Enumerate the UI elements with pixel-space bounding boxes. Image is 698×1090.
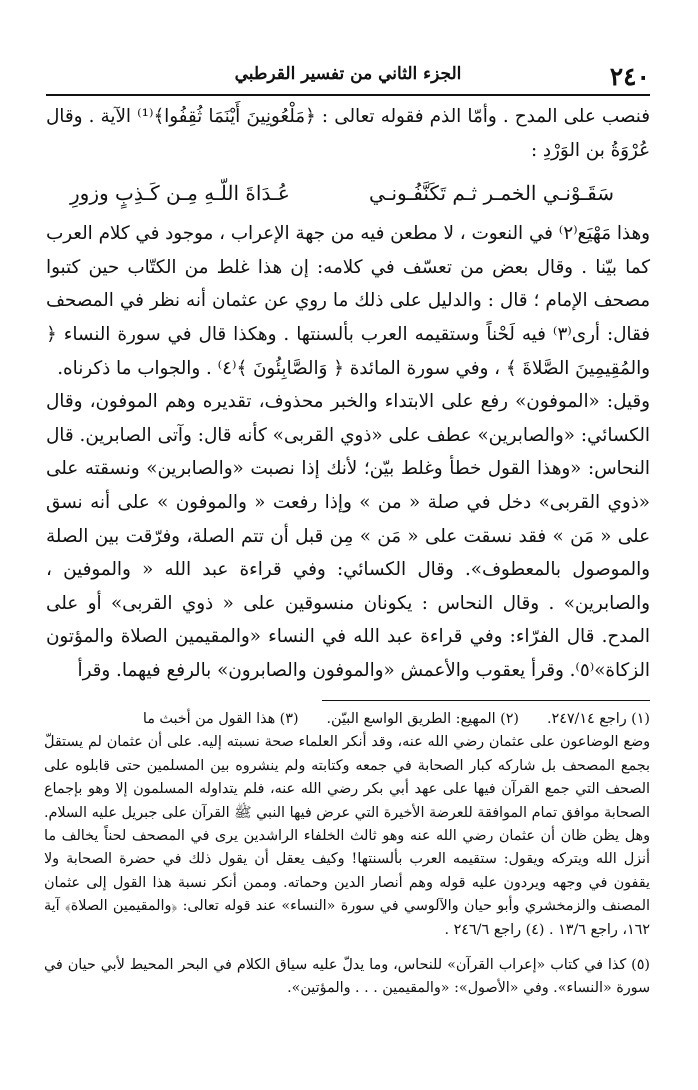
main-text — [46, 100, 650, 688]
running-title: الجزء الثاني من تفسير القرطبي — [234, 64, 462, 84]
footnote-1: (١) راجع ٢٤٧/١٤. — [546, 711, 650, 727]
footnote-separator — [322, 700, 650, 701]
footnote-3-body: وضع الوضاعون على عثمان رضي الله عنه، وقد أنكر العلماء صحة نسبته إليه. على أن عثمان لم يستقلّ بجمع المصحف بل شاركه كبار الصحابة في جمعه وكتابته ولم ينشروه بين المسلمين حتى قابلوه على الصحف التي جمع القرآن فيها على عهد أبي بكر رضي الله عنه، فلم يتداوله المسلمون إلا وهو بإجماع الصحابة موافق تمام الموافقة للعرضة الأخيرة التي عرض فيها النبي ﷺ القرآن على جبريل عليه السلام. وهل يظن ظان أن عثمان رضي الله عنه وهو ثالث الخلفاء الراشدين يرى في المصحف لحناً يخالف ما أنزل الله ويتركه ويقول: ستقيمه العرب بألسنتها! وكيف يعقل أن يقول ذلك في حضرة الصحابة ولا يقفون في وجهه ويردون عليه قوله وهم أنصار الدين وحماته. وممن أنكر نسبة هذا القول إلى عثمان المصنف والزمخشري وأبو حيان والآلوسي في سورة «النساء» عند قوله تعالى: ﴿والمقيمين الصلاة﴾ آية ١٦٢، راجع ١٣/٦ . (٤) راجع ٢٤٦/٦ . — [44, 734, 650, 938]
verse-hemistich-right: سَقَـوْنـي الخمـر ثـم تَكَنَّفُـونـي — [368, 181, 614, 206]
paragraph-2: وقيل: «الموفون» رفع على الابتداء والخبر محذوف، تقديره وهم الموفون، وقال الكسائي: «والصابرين» عطف على «ذوي القربى» كأنه قال: وآتى الصابرين. قال النحاس: «وهذا القول خطأ وغلط بيّن؛ لأنك إذا نصبت «والصابرين» ونسقته على «ذوي القربى» دخل في صلة « من » وإذا رفعت « والموفون » على أنه نسق على « مَن » فقد نسقت على « مَن » مِن قبل أن تتم الصلة، وفرّقت بين الصلة والموصول بالمعطوف». وقال الكسائي: وفي قراءة عبد الله « والموفين ، والصابرين» . وقال النحاس : يكونان منسوقين على « ذوي القربى» أو على المدح. قال الفرّاء: وفي قراءة عبد الله في النساء «والمقيمين الصلاة والمؤتون الزكاة»⁽٥⁾. وقرأ يعقوب والأعمش «والموفون والصابرون» بالرفع فيهما. وقرأ — [46, 391, 650, 681]
paragraph-1: وهذا مَهْيَع⁽٢⁾ في النعوت ، لا مطعن فيه من جهة الإعراب ، موجود في كلام العرب كما بيّنا . وقال بعض من تعسّف في كلامه: إن هذا غلط من الكتّاب حين كتبوا مصحف الإمام ؛ قال : والدليل على ذلك ما روي عن عثمان أنه نظر في المصحف فقال: أرى⁽٣⁾ فيه لَحْناً وستقيمه العرب بألسنتها . وهكذا قال في سورة النساء ﴿ والمُقِيمِينَ الصَّلاةَ ﴾ ، وفي سورة المائدة ﴿ وَالصَّابِئُونَ ﴾⁽٤⁾ . والجواب ما ذكرناه. — [46, 223, 650, 379]
footnote-ref-line — [44, 708, 650, 731]
verse-hemistich-left: عُـدَاةَ اللّـهِ مِـن كَـذِبٍ وزورِ — [70, 181, 290, 206]
footnote-5: (٥) كذا في كتاب «إعراب القرآن» للنحاس، وما يدلّ عليه سياق الكلام في البحر المحيط لأبي حيان في سورة «النساء». وفي «الأصول»: «والمقيمين . . . والمؤتين». — [44, 957, 650, 997]
page-number: ٢٤٠ — [609, 62, 650, 91]
poetry-verse — [46, 167, 650, 217]
page-header — [46, 56, 650, 96]
text-line-1: فنصب على المدح . وأمّا الذم فقوله تعالى : ﴿مَلْعُونِينَ أَيْنَمَا ثُقِفُوا﴾⁽¹⁾ الآية . وقال عُرْوَةُ بن الوَرْدِ : — [46, 106, 650, 161]
footnote-3-intro: (٣) هذا القول من أخبث ما — [142, 711, 299, 727]
header-rule — [46, 94, 650, 96]
footnotes — [44, 708, 650, 1001]
footnote-2: (٢) المهيع: الطريق الواسع البيّن. — [326, 711, 519, 727]
